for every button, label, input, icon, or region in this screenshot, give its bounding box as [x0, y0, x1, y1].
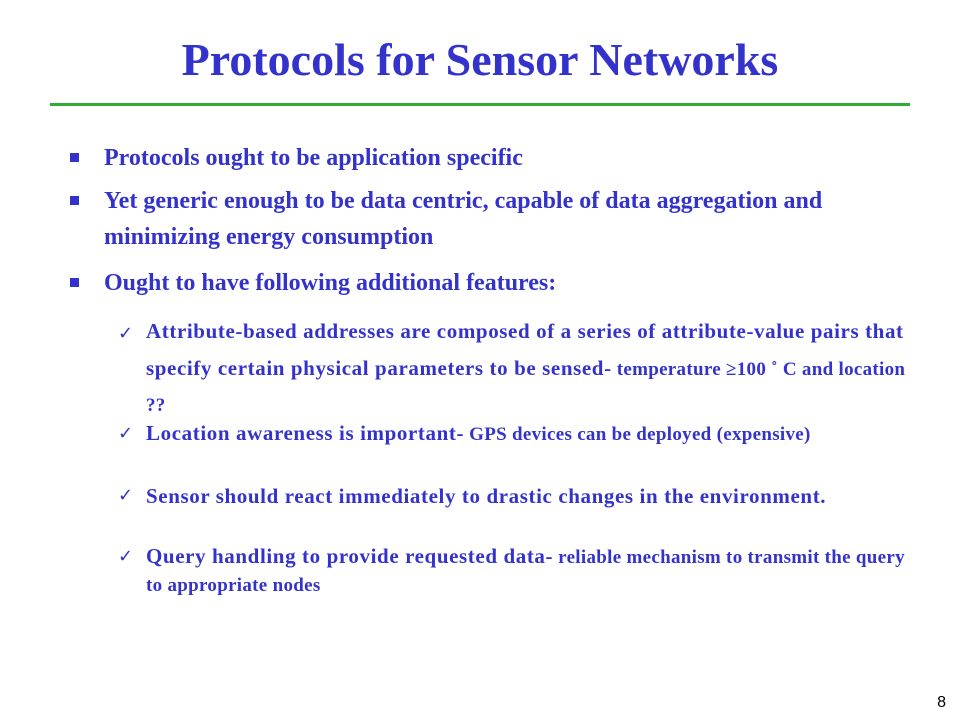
sub-bullet-item [118, 543, 908, 600]
sub-bullet-main: Query handling to provide requested data- [146, 544, 554, 568]
bullet-text: Protocols ought to be application specific [104, 145, 523, 171]
checkmark-icon: ✓ [118, 323, 134, 344]
square-bullet-icon [70, 278, 79, 287]
sub-bullet-item [118, 482, 908, 513]
bullet-item [70, 140, 920, 176]
slide-title: Protocols for Sensor Networks [181, 34, 779, 85]
checkmark-icon: ✓ [118, 485, 134, 506]
checkmark-icon: ✓ [118, 546, 134, 567]
sub-bullet-main: Sensor should react immediately to drastic changes in the environment. [146, 484, 827, 508]
bullet-text: Yet generic enough to be data centric, capable of data aggregation and minimizing energy consumption [104, 188, 823, 250]
page-number: 8 [937, 694, 946, 711]
sub-bullet-detail: GPS devices can be deployed (expensive) [464, 424, 811, 445]
sub-bullet-detail: reliable mechanism to transmit the query to appropriate nodes [146, 547, 905, 596]
sub-bullet-item [118, 420, 908, 449]
sub-bullet-main: Location awareness is important- [146, 421, 465, 445]
square-bullet-icon [70, 196, 79, 205]
bullet-text: Ought to have following additional features: [104, 270, 557, 296]
checkmark-icon: ✓ [118, 423, 134, 444]
bullet-item [70, 265, 920, 301]
title-divider [50, 103, 910, 106]
sub-bullet-detail: temperature ≥100 ˚ C and location ?? [146, 359, 906, 416]
sub-bullet-item [118, 314, 908, 424]
bullet-item [70, 183, 920, 255]
square-bullet-icon [70, 153, 79, 162]
sub-bullet-main: Attribute-based addresses are composed of a series of attribute-value pairs that specify certain physical parameters to be sensed- [146, 319, 904, 380]
